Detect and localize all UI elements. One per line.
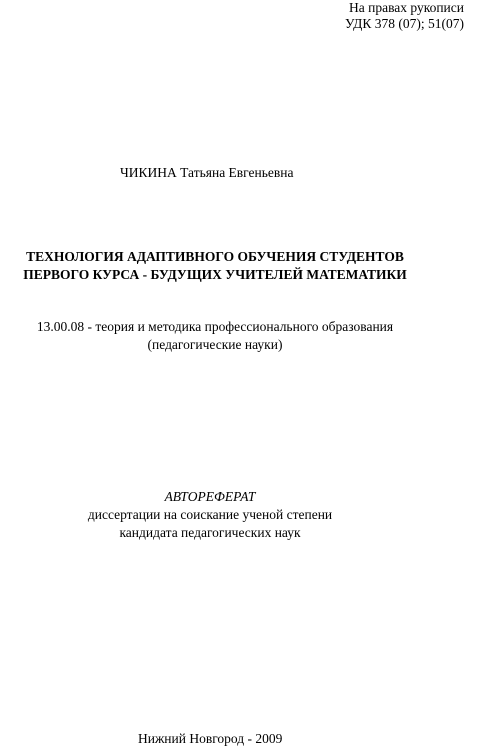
specialty-block: [0, 318, 430, 354]
abstract-line-1: диссертации на соискание ученой степени: [87, 507, 333, 522]
author-name: ЧИКИНА Татьяна Евгеньевна: [120, 165, 294, 180]
place-and-year: Нижний Новгород - 2009: [138, 731, 283, 746]
udc-line: УДК 378 (07); 51(07): [344, 16, 464, 31]
abstract-line-2: кандидата педагогических наук: [119, 525, 301, 540]
rights-line: На правах рукописи: [348, 0, 464, 15]
specialty-line-2: (педагогические науки): [147, 337, 283, 352]
specialty-line-1: 13.00.08 - теория и методика профессионального образования: [36, 319, 394, 334]
abstract-block: [0, 488, 420, 542]
title-line-1: ТЕХНОЛОГИЯ АДАПТИВНОГО ОБУЧЕНИЯ СТУДЕНТОВ: [26, 249, 404, 264]
title-line-2: ПЕРВОГО КУРСА - БУДУЩИХ УЧИТЕЛЕЙ МАТЕМАТИКИ: [23, 267, 407, 282]
dissertation-title: [0, 248, 430, 284]
rights-stamp: [264, 0, 464, 34]
abstract-heading: АВТОРЕФЕРАТ: [164, 489, 256, 504]
